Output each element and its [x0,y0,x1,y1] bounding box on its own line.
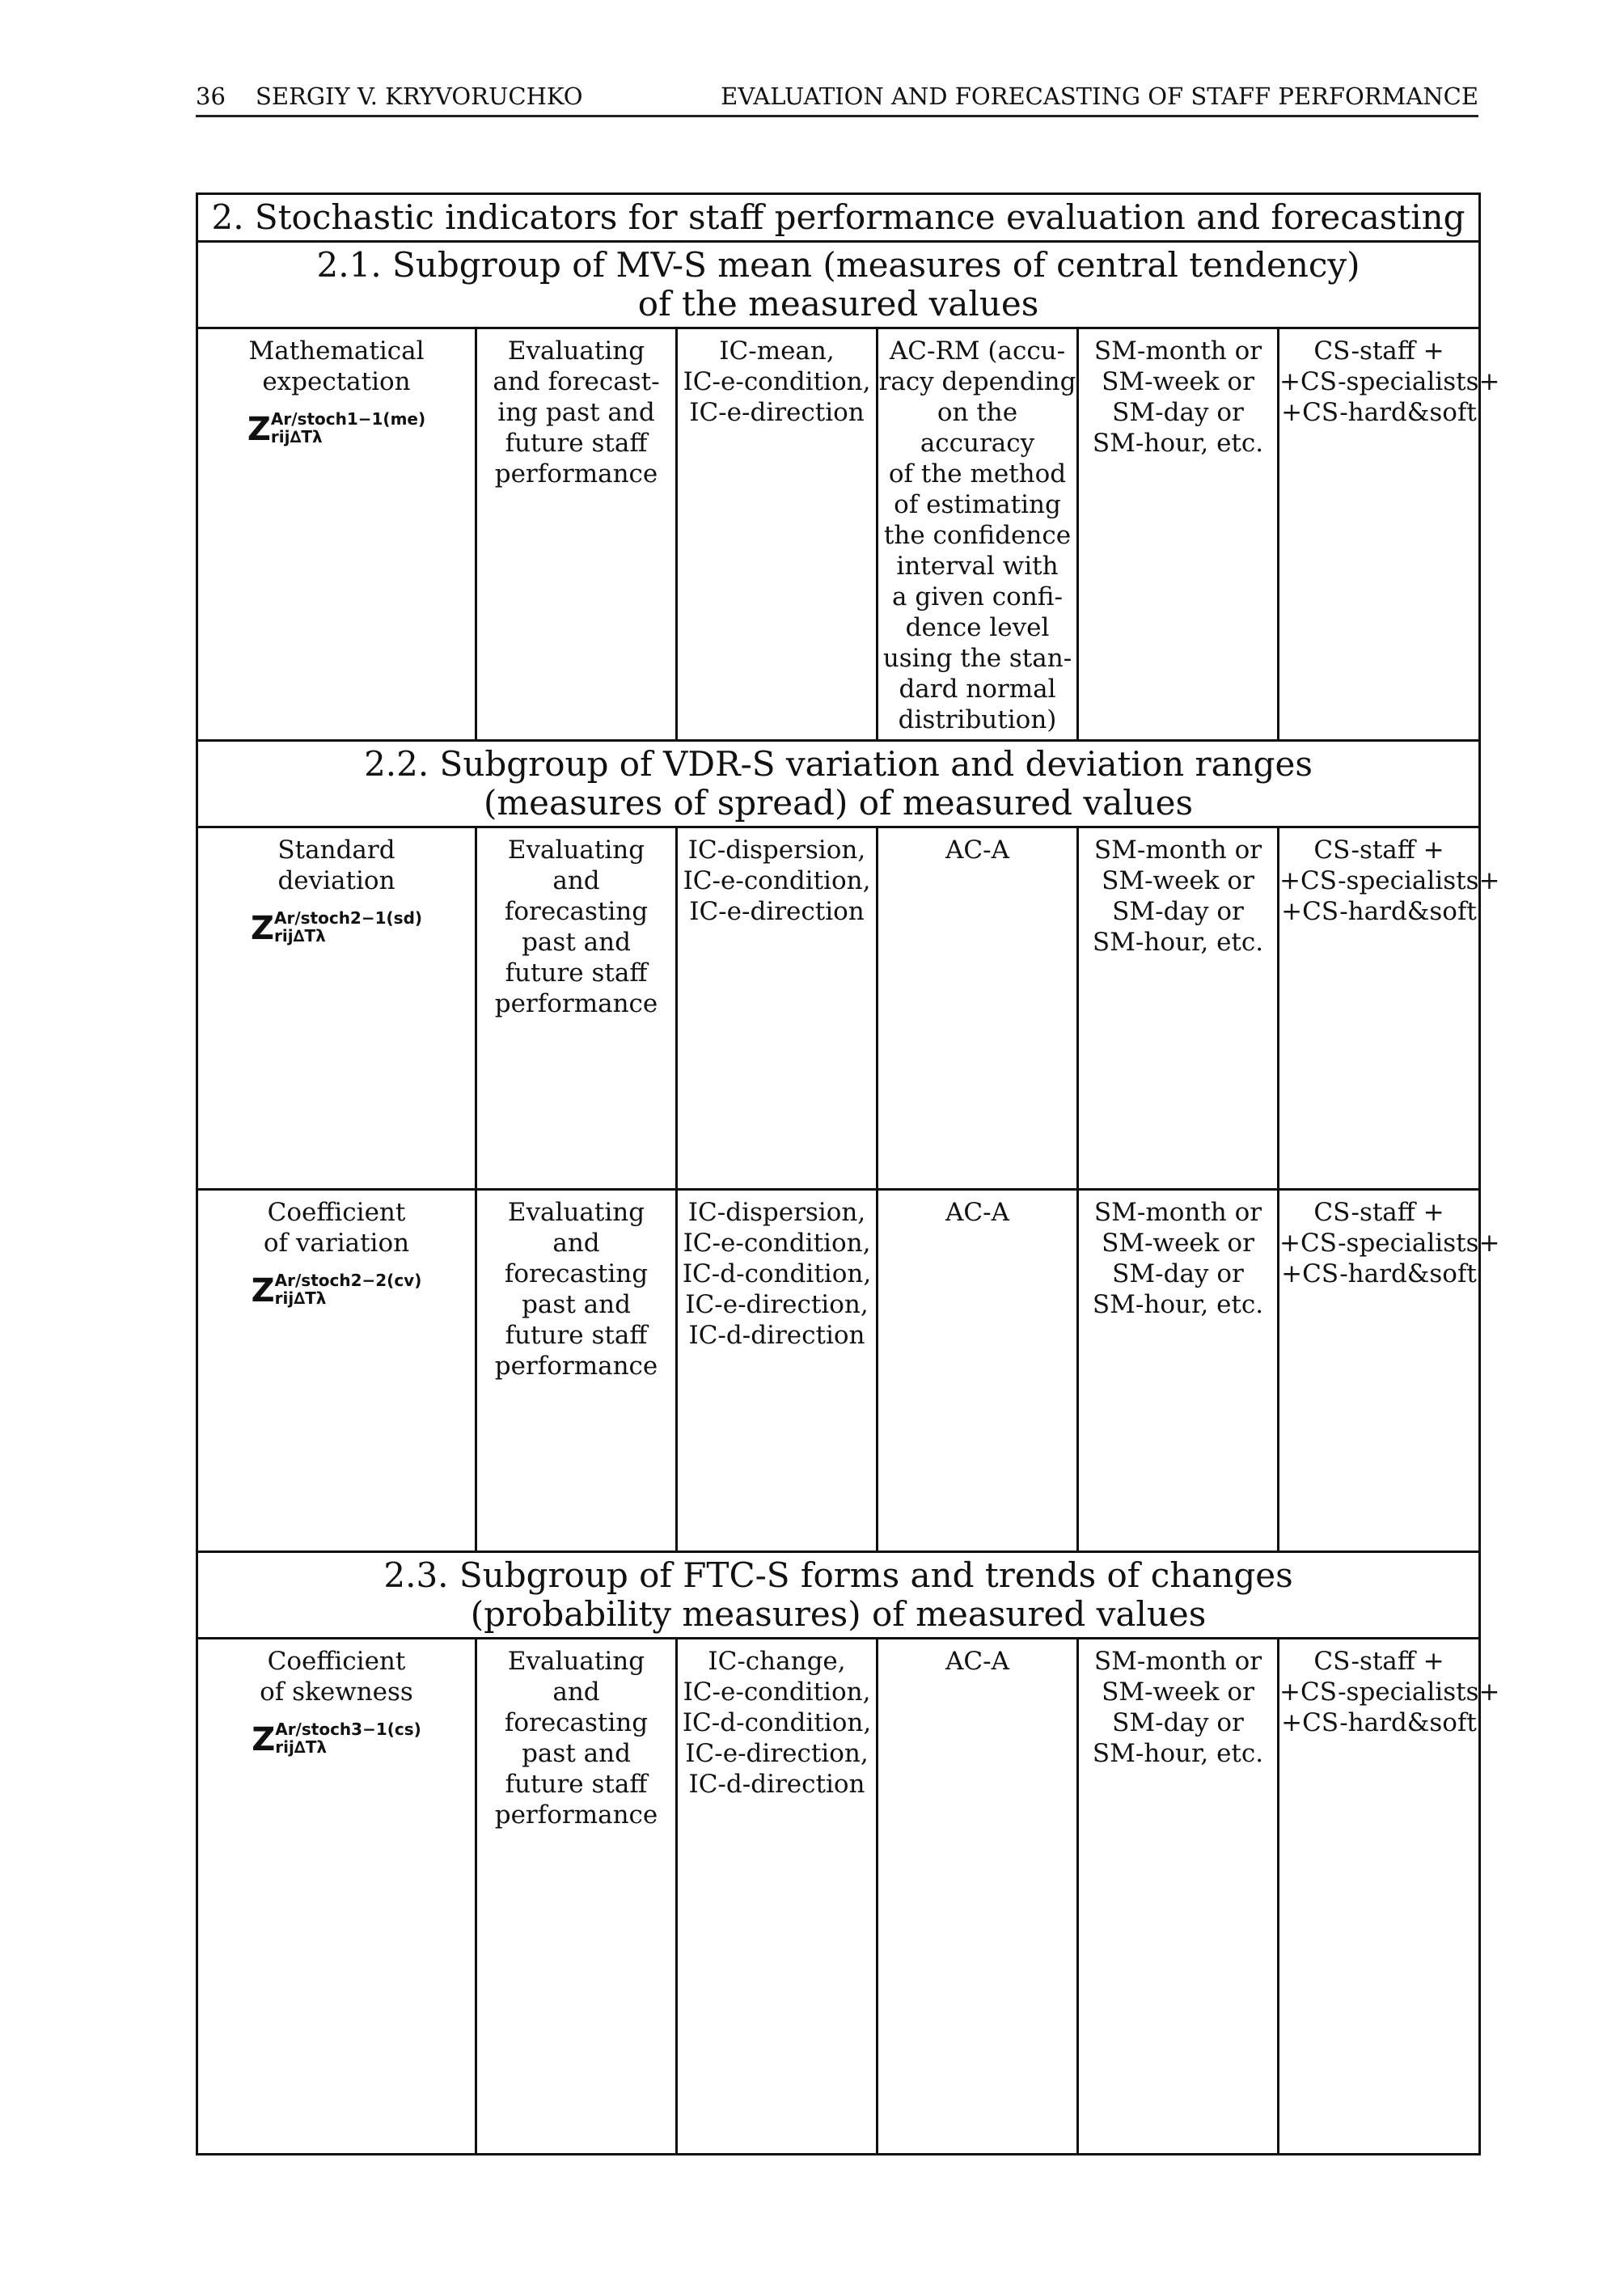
subgroup-title-line: (measures of spread) of measured values [483,783,1194,823]
purpose-cell [476,1190,677,1552]
subgroup-title-line: (probability measures) of measured values [470,1594,1207,1634]
ic-line: IC-d-condition, [682,1708,872,1737]
purpose-line: and [552,1677,600,1707]
ac-cell [878,1639,1078,2155]
sm-line: SM-month or [1093,336,1262,366]
subgroup-title-row [197,1552,1480,1639]
purpose-line: performance [494,1352,658,1381]
ic-line: IC-dispersion, [687,1198,866,1227]
sm-line: SM-week or [1102,1229,1254,1258]
purpose-line: forecasting [504,1259,649,1288]
purpose-line: future staff [505,429,648,458]
indicator-name-line: deviation [277,866,395,895]
ic-line: IC-e-condition, [683,866,871,895]
subgroup-title-row [197,242,1480,328]
purpose-line: performance [494,459,658,489]
subgroup-title [197,242,1480,328]
formula-superscript: Ar/stoch2−1(sd) [273,908,423,928]
sm-line: SM-month or [1093,1647,1262,1676]
cs-line: CS-staff + [1313,1198,1444,1227]
ac-line: interval with [896,552,1059,581]
cs-line: +CS-hard&soft [1281,1259,1477,1288]
ac-line: dard normal [899,675,1056,704]
purpose-line: past and [522,928,631,957]
ac-line: distribution) [898,705,1057,734]
ac-line: AC-A [945,836,1009,865]
cs-cell [1279,1639,1500,2155]
indicator-formula [247,410,425,446]
table-row [197,827,1480,1190]
formula-subscript: rij∆Tλ [275,1737,328,1757]
ac-line: racy depending [878,367,1076,396]
subgroup-title [197,741,1480,827]
indicator-name-line: of skewness [260,1677,413,1707]
ac-line: of the method [888,459,1067,489]
sm-line: SM-month or [1093,1198,1262,1227]
purpose-line: and [552,1229,600,1258]
running-header [196,78,1478,117]
header-author: SERGIY V. KRYVORUCHKO [256,82,583,110]
indicator-name-line: Coefficient [267,1198,406,1227]
ic-cell [677,328,878,741]
sm-cell [1078,328,1279,741]
ic-cell [677,827,878,1190]
sm-cell [1078,1190,1279,1552]
indicator-name-line: Standard [277,836,395,865]
purpose-cell [476,328,677,741]
ic-line: IC-e-direction [689,897,865,926]
indicator-name-cell [197,1639,476,2155]
cs-line: +CS-specialists+ [1279,1229,1500,1258]
indicator-name-line: of variation [263,1229,410,1258]
purpose-line: and [552,866,600,895]
ic-line: IC-e-condition, [683,1677,871,1707]
ac-line: the confidence [883,521,1072,550]
cs-line: CS-staff + [1313,836,1444,865]
cs-cell [1279,1190,1500,1552]
purpose-line: Evaluating [507,336,645,366]
sm-line: SM-hour, etc. [1092,928,1264,957]
indicator-formula [252,1720,421,1756]
cs-cell [1279,827,1500,1190]
sm-line: SM-month or [1093,836,1262,865]
sm-line: SM-day or [1112,1708,1244,1737]
ic-line: IC-e-condition, [683,367,871,396]
purpose-line: past and [522,1739,631,1768]
indicator-name-line: Coefficient [267,1647,406,1676]
purpose-line: performance [494,1800,658,1830]
purpose-line: future staff [505,1770,648,1799]
subgroup-title-line: 2.1. Subgroup of MV-S mean (measures of central tendency) [316,245,1360,285]
cs-line: +CS-hard&soft [1281,1708,1477,1737]
table-row [197,1190,1480,1552]
indicator-name-cell [197,1190,476,1552]
table-row [197,1639,1480,2155]
page-number: 36 [196,82,226,110]
ic-line: IC-e-condition, [683,1229,871,1258]
ac-line: a given confi- [892,582,1063,611]
group-title-row [197,194,1480,242]
sm-line: SM-day or [1112,398,1244,427]
purpose-cell [476,1639,677,2155]
ic-cell [677,1639,878,2155]
sm-line: SM-hour, etc. [1092,1739,1264,1768]
ic-line: IC-e-direction [689,398,865,427]
indicator-name-cell [197,328,476,741]
cs-cell [1279,328,1500,741]
ac-line: AC-A [945,1647,1009,1676]
formula-symbol: Z [251,1272,275,1309]
sm-line: SM-hour, etc. [1092,1290,1264,1319]
formula-symbol: Z [247,411,271,448]
ic-line: IC-change, [708,1647,846,1676]
ac-cell [878,1190,1078,1552]
ac-line: AC-A [945,1198,1009,1227]
ic-line: IC-d-direction [688,1770,865,1799]
purpose-line: Evaluating [507,1647,645,1676]
sm-cell [1078,1639,1279,2155]
formula-subscript: rij∆Tλ [270,427,323,446]
cs-line: +CS-hard&soft [1281,398,1477,427]
ac-line: of estimating [894,490,1061,519]
ic-cell [677,1190,878,1552]
purpose-line: and forecast- [493,367,660,396]
subgroup-title-line: of the measured values [637,284,1039,324]
purpose-line: forecasting [504,897,649,926]
ac-cell [878,827,1078,1190]
header-title: EVALUATION AND FORECASTING OF STAFF PERFORMANCE [721,82,1478,110]
purpose-line: Evaluating [507,836,645,865]
indicator-formula [252,1271,422,1307]
formula-subscript: rij∆Tλ [274,1288,327,1308]
purpose-line: ing past and [497,398,655,427]
group-title: 2. Stochastic indicators for staff performance evaluation and forecasting [197,194,1480,242]
ic-line: IC-d-condition, [682,1259,872,1288]
sm-line: SM-hour, etc. [1092,429,1264,458]
purpose-line: future staff [505,1321,648,1350]
sm-cell [1078,827,1279,1190]
sm-line: SM-week or [1102,866,1254,895]
sm-line: SM-day or [1112,1259,1244,1288]
cs-line: CS-staff + [1313,1647,1444,1676]
purpose-line: Evaluating [507,1198,645,1227]
subgroup-title-line: 2.2. Subgroup of VDR-S variation and deviation ranges [364,744,1313,784]
cs-line: +CS-specialists+ [1279,367,1500,396]
ic-line: IC-e-direction, [685,1739,869,1768]
cs-line: +CS-hard&soft [1281,897,1477,926]
formula-superscript: Ar/stoch3−1(cs) [275,1720,421,1739]
purpose-cell [476,827,677,1190]
purpose-line: future staff [505,958,648,988]
indicators-table [196,192,1500,2156]
ac-line: using the stan- [882,644,1072,673]
cs-line: +CS-specialists+ [1279,866,1500,895]
indicator-formula [251,909,422,945]
purpose-line: forecasting [504,1708,649,1737]
sm-line: SM-week or [1102,1677,1254,1707]
indicator-name-line: Mathematical [248,336,425,366]
ic-line: IC-d-direction [688,1321,865,1350]
cs-line: +CS-specialists+ [1279,1677,1500,1707]
purpose-line: past and [522,1290,631,1319]
formula-superscript: Ar/stoch2−2(cv) [274,1271,422,1290]
ic-line: IC-e-direction, [685,1290,869,1319]
cs-line: CS-staff + [1313,336,1444,366]
formula-superscript: Ar/stoch1−1(me) [270,409,426,429]
ic-line: IC-mean, [719,336,835,366]
subgroup-title [197,1552,1480,1639]
formula-symbol: Z [250,910,274,947]
formula-subscript: rij∆Tλ [273,926,326,946]
ac-cell [878,328,1078,741]
sm-line: SM-day or [1112,897,1244,926]
formula-symbol: Z [252,1721,276,1758]
ac-line: AC-RM (accu- [889,336,1066,366]
ic-line: IC-dispersion, [687,836,866,865]
sm-line: SM-week or [1102,367,1254,396]
ac-line: on the accuracy [920,398,1035,458]
table-row [197,328,1480,741]
indicator-name-line: expectation [262,367,411,396]
subgroup-title-row [197,741,1480,827]
subgroup-title-line: 2.3. Subgroup of FTC-S forms and trends of changes [383,1555,1293,1595]
indicator-name-cell [197,827,476,1190]
ac-line: dence level [905,613,1050,642]
purpose-line: performance [494,989,658,1018]
